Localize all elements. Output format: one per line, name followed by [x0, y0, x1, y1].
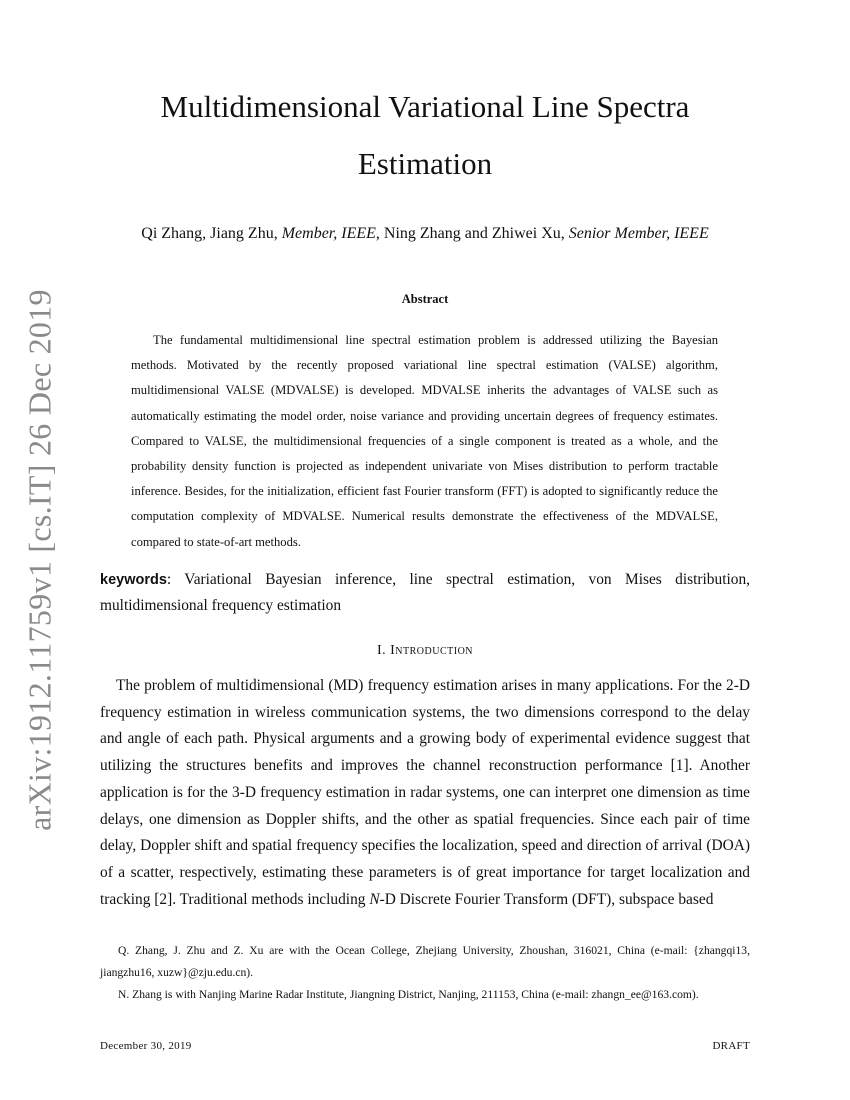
footnote-affiliation-1: Q. Zhang, J. Zhu and Z. Xu are with the Ocean College, Zhejiang University, Zhoushan, 316021, China (e-mail: {zhangqi13, jiangzhu16, xuzw}@zju.edu.cn). [100, 944, 750, 979]
abstract-heading: Abstract [401, 292, 449, 306]
intro-text-after: -D Discrete Fourier Transform (DFT), subspace based [379, 890, 714, 908]
keywords-paragraph [100, 567, 750, 619]
author-role-1: Member, IEEE [281, 225, 376, 242]
footer-date: December 30, 2019 [100, 1040, 192, 1052]
paper-title: Multidimensional Variational Line Spectra Estimation [160, 89, 690, 181]
footnote-affiliation-2: N. Zhang is with Nanjing Marine Radar Institute, Jiangning District, Nanjing, 211153, China (e-mail: zhangn_ee@163.com). [118, 988, 699, 1001]
section-number: I. [376, 643, 387, 658]
footer-status: DRAFT [712, 1040, 750, 1052]
keywords-text: : Variational Bayesian inference, line spectral estimation, von Mises distribution, multidimensional frequency estimation [100, 571, 750, 614]
author-line [100, 224, 750, 244]
section-title: Introduction [390, 643, 474, 658]
section-heading [100, 643, 750, 659]
intro-text-before: The problem of multidimensional (MD) frequency estimation arises in many applications. For the 2-D frequency estimation in wireless communication systems, the two dimensions correspond to the delay and angle of each path. Physical arguments and a growing body of experimental evidence suggest that utilizing the structures benefits and improves the channel reconstruction performance [1]. Another application is for the 3-D frequency estimation in radar systems, one can interpret one dimension as time delays, one dimension as Doppler shifts, and the other as spatial frequencies. Since each pair of time delay, Doppler shift and spatial frequency specifies the localization, speed and direction of arrival (DOA) of a scatter, respectively, estimating these parameters is of great importance for target localization and tracking [2]. Traditional methods including [100, 677, 750, 908]
abstract-text: The fundamental multidimensional line spectral estimation problem is addressed utilizing the Bayesian methods. Motivated by the recently proposed variational line spectral estimation (VALSE) algorithm, multidimensional VALSE (MDVALSE) is developed. MDVALSE inherits the advantages of VALSE such as automatically estimating the model order, noise variance and providing uncertain degrees of frequency estimates. Compared to VALSE, the multidimensional frequencies of a single component is treated as a whole, and the probability density function is projected as independent univariate von Mises distribution to perform tractable inference. Besides, for the initialization, efficient fast Fourier transform (FFT) is adopted to significantly reduce the computation complexity of MDVALSE. Numerical results demonstrate the effectiveness of the MDVALSE, compared to state-of-art methods. [131, 333, 718, 549]
author-names-2: , Ning Zhang and Zhiwei Xu, [375, 225, 569, 242]
introduction-paragraph [100, 673, 750, 913]
author-names-1: Qi Zhang, Jiang Zhu, [141, 225, 282, 242]
arxiv-stamp: arXiv:1912.11759v1 [cs.IT] 26 Dec 2019 [21, 289, 58, 831]
keywords-label: keywords [100, 572, 167, 588]
intro-math-n: N [369, 890, 380, 908]
author-role-2: Senior Member, IEEE [568, 225, 709, 242]
